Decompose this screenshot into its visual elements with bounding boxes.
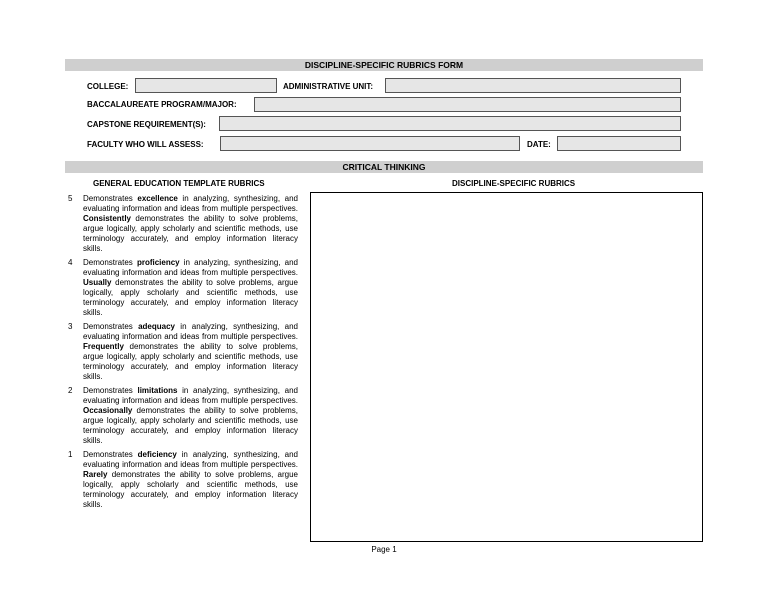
rubric-score: 4 [68, 258, 73, 267]
general-education-heading: GENERAL EDUCATION TEMPLATE RUBRICS [93, 179, 265, 188]
section-title-bar [65, 161, 703, 173]
rubric-score: 1 [68, 450, 73, 459]
program-major-field[interactable] [254, 97, 681, 112]
faculty-label: FACULTY WHO WILL ASSESS: [87, 140, 204, 149]
rubric-item-5 [68, 194, 298, 253]
rubric-text: Demonstrates deficiency in analyzing, synthesizing, and evaluating information and ideas from multiple perspectives. Rarely demonstrates the ability to solve problems, argue logically, apply scholarly and scientific methods, use terminology accurately, and employ information literacy skills. [83, 450, 298, 509]
rubric-text: Demonstrates limitations in analyzing, synthesizing, and evaluating information and ideas from multiple perspectives. Occasionally demonstrates the ability to solve problems, argue logically, apply scholarly and scientific methods, use terminology accurately, and employ information literacy skills. [83, 386, 298, 445]
form-title-bar [65, 59, 703, 71]
discipline-specific-rubrics-box[interactable] [310, 192, 703, 542]
section-title: CRITICAL THINKING [342, 162, 426, 172]
date-field[interactable] [557, 136, 681, 151]
rubric-text: Demonstrates excellence in analyzing, synthesizing, and evaluating information and ideas from multiple perspectives. Consistently demonstrates the ability to solve problems, argue logically, apply scholarly and scientific methods, use terminology accurately, and employ information literacy skills. [83, 194, 298, 253]
capstone-label: CAPSTONE REQUIREMENT(S): [87, 120, 206, 129]
page-number: Page 1 [371, 545, 397, 554]
rubric-score: 5 [68, 194, 73, 203]
college-label: COLLEGE: [87, 82, 129, 91]
date-label: DATE: [527, 140, 551, 149]
capstone-field[interactable] [219, 116, 681, 131]
rubric-text: Demonstrates adequacy in analyzing, synthesizing, and evaluating information and ideas from multiple perspectives. Frequently demonstrates the ability to solve problems, argue logically, apply scholarly and scientific methods, use terminology accurately, and employ information literacy skills. [83, 322, 298, 381]
rubric-item-1 [68, 450, 298, 509]
form-title: DISCIPLINE-SPECIFIC RUBRICS FORM [304, 60, 464, 70]
rubric-text: Demonstrates proficiency in analyzing, synthesizing, and evaluating information and ideas from multiple perspectives. Usually demonstrates the ability to solve problems, argue logically, apply scholarly and scientific methods, use terminology accurately, and employ information literacy skills. [83, 258, 298, 317]
college-field[interactable] [135, 78, 277, 93]
faculty-field[interactable] [220, 136, 520, 151]
administrative-unit-field[interactable] [385, 78, 681, 93]
administrative-unit-label: ADMINISTRATIVE UNIT: [283, 82, 374, 91]
rubric-item-4 [68, 258, 298, 317]
rubric-score: 3 [68, 322, 73, 331]
rubric-item-2 [68, 386, 298, 445]
rubric-item-3 [68, 322, 298, 381]
program-major-label: BACCALAUREATE PROGRAM/MAJOR: [87, 100, 237, 109]
discipline-specific-heading: DISCIPLINE-SPECIFIC RUBRICS [452, 179, 576, 188]
rubric-score: 2 [68, 386, 73, 395]
